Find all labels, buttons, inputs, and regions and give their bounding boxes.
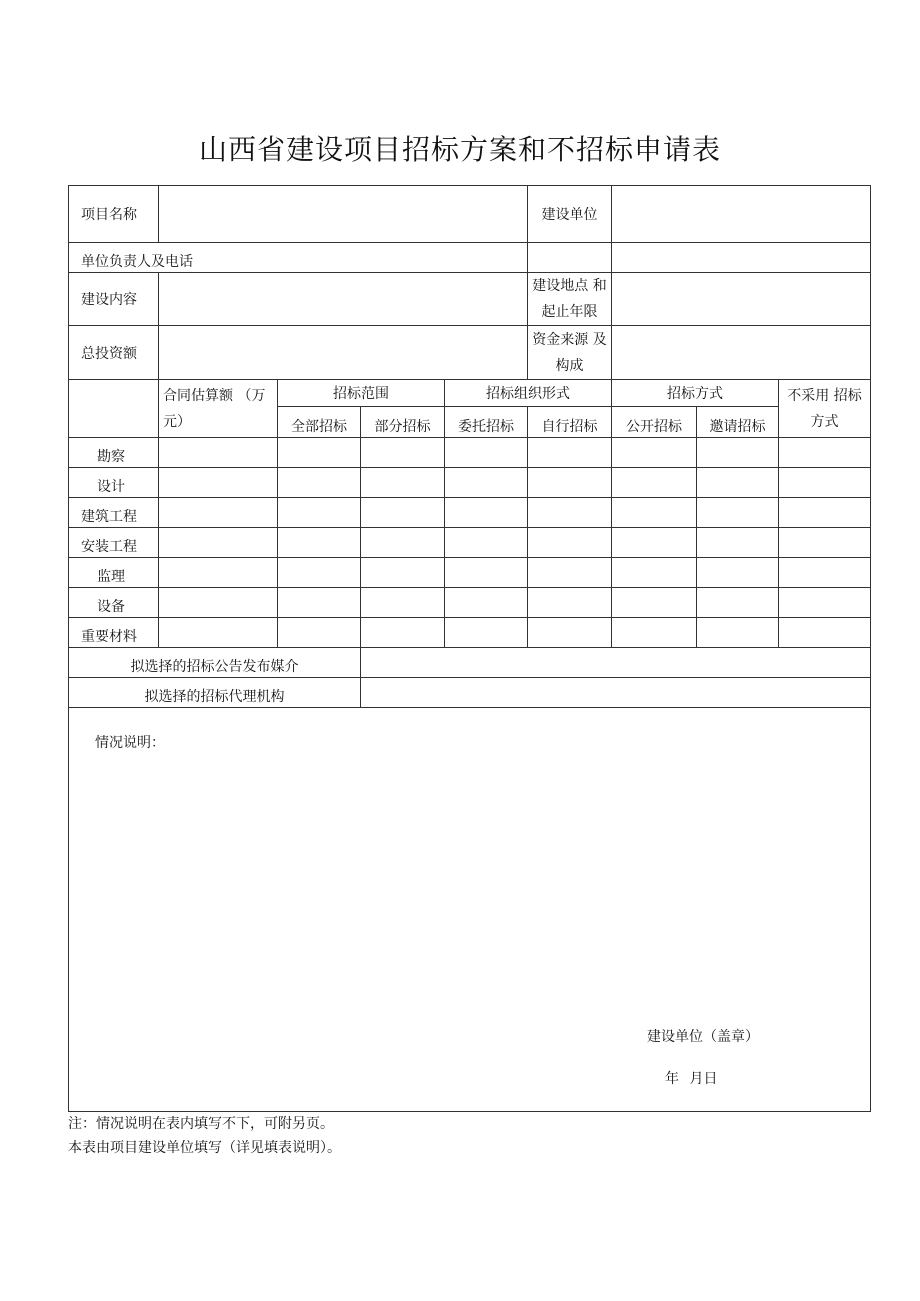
row-bid-header-1 <box>69 380 871 407</box>
header-partial-bid: 部分招标 <box>361 407 445 438</box>
row-total-investment <box>69 326 871 380</box>
table-cell[interactable] <box>361 588 445 618</box>
row-label-building: 建筑工程 <box>69 498 159 528</box>
table-cell[interactable] <box>612 498 697 528</box>
row-unit-head <box>69 243 871 273</box>
table-cell[interactable] <box>612 468 697 498</box>
table-cell[interactable] <box>159 558 278 588</box>
table-cell[interactable] <box>697 528 779 558</box>
table-cell[interactable] <box>278 528 361 558</box>
label-project-name: 项目名称 <box>69 186 159 243</box>
table-cell[interactable] <box>612 558 697 588</box>
header-contract-estimate: 合同估算额 （万元） <box>159 380 278 438</box>
table-cell[interactable] <box>445 468 528 498</box>
table-cell[interactable] <box>445 498 528 528</box>
row-label-materials: 重要材料 <box>69 618 159 648</box>
label-announcement-media: 拟选择的招标公告发布媒介 <box>69 648 361 678</box>
table-cell[interactable] <box>612 438 697 468</box>
table-cell[interactable] <box>361 498 445 528</box>
table-row <box>69 498 871 528</box>
table-cell[interactable] <box>278 588 361 618</box>
input-unit-head-extra[interactable] <box>612 243 871 273</box>
table-cell[interactable] <box>445 558 528 588</box>
table-row <box>69 588 871 618</box>
header-self-bid: 自行招标 <box>528 407 612 438</box>
row-project-name <box>69 186 871 243</box>
table-cell[interactable] <box>361 468 445 498</box>
table-cell[interactable] <box>779 558 871 588</box>
table-cell[interactable] <box>159 528 278 558</box>
table-cell[interactable] <box>445 528 528 558</box>
table-cell[interactable] <box>278 438 361 468</box>
input-builder-unit[interactable] <box>612 186 871 243</box>
table-cell[interactable] <box>697 558 779 588</box>
bid-header-blank <box>69 380 159 438</box>
input-construction-content[interactable] <box>159 273 528 326</box>
input-fund-source[interactable] <box>612 326 871 380</box>
row-label-survey: 勘察 <box>69 438 159 468</box>
table-cell[interactable] <box>278 618 361 648</box>
table-cell[interactable] <box>445 438 528 468</box>
label-construction-content: 建设内容 <box>69 273 159 326</box>
table-cell[interactable] <box>697 588 779 618</box>
table-cell[interactable] <box>612 528 697 558</box>
table-cell[interactable] <box>779 588 871 618</box>
table-cell[interactable] <box>159 498 278 528</box>
table-cell[interactable] <box>445 588 528 618</box>
table-cell[interactable] <box>278 498 361 528</box>
header-invited-bid: 邀请招标 <box>697 407 779 438</box>
table-cell[interactable] <box>779 498 871 528</box>
table-row <box>69 618 871 648</box>
row-construction-content <box>69 273 871 326</box>
label-bid-agency: 拟选择的招标代理机构 <box>69 678 361 708</box>
input-project-name[interactable] <box>159 186 528 243</box>
table-cell[interactable] <box>779 618 871 648</box>
signature-date: 年 月日 <box>665 1071 718 1087</box>
input-unit-head-phone[interactable] <box>528 243 612 273</box>
header-full-bid: 全部招标 <box>278 407 361 438</box>
table-cell[interactable] <box>159 468 278 498</box>
notes-label: 情况说明： <box>95 735 165 751</box>
table-cell[interactable] <box>697 468 779 498</box>
header-bid-method: 招标方式 <box>612 380 779 407</box>
table-cell[interactable] <box>278 558 361 588</box>
input-location-period[interactable] <box>612 273 871 326</box>
table-cell[interactable] <box>697 498 779 528</box>
label-fund-source: 资金来源 及构成 <box>528 326 612 380</box>
header-open-bid: 公开招标 <box>612 407 697 438</box>
row-media <box>69 648 871 678</box>
table-cell[interactable] <box>528 618 612 648</box>
header-no-bid: 不采用 招标方式 <box>779 380 871 438</box>
application-form-table <box>68 185 871 1112</box>
input-total-investment[interactable] <box>159 326 528 380</box>
table-cell[interactable] <box>528 528 612 558</box>
footnote-attach-pages: 注：情况说明在表内填写不下，可附另页。 <box>68 1116 334 1132</box>
table-cell[interactable] <box>361 558 445 588</box>
table-cell[interactable] <box>159 588 278 618</box>
row-label-installation: 安装工程 <box>69 528 159 558</box>
table-cell[interactable] <box>159 618 278 648</box>
table-cell[interactable] <box>278 468 361 498</box>
input-bid-agency[interactable] <box>361 678 871 708</box>
table-cell[interactable] <box>528 588 612 618</box>
label-builder-unit: 建设单位 <box>528 186 612 243</box>
table-cell[interactable] <box>361 438 445 468</box>
header-entrusted-bid: 委托招标 <box>445 407 528 438</box>
footnote-filled-by: 本表由项目建设单位填写（详见填表说明）。 <box>68 1140 341 1156</box>
table-cell[interactable] <box>528 558 612 588</box>
signature-unit-seal: 建设单位（盖章） <box>647 1029 759 1045</box>
label-unit-head-phone: 单位负责人及电话 <box>69 243 528 273</box>
row-label-equipment: 设备 <box>69 588 159 618</box>
table-cell[interactable] <box>779 528 871 558</box>
table-cell[interactable] <box>159 438 278 468</box>
table-row <box>69 558 871 588</box>
table-row <box>69 528 871 558</box>
table-cell[interactable] <box>361 528 445 558</box>
table-row <box>69 438 871 468</box>
header-bid-scope: 招标范围 <box>278 380 445 407</box>
table-row <box>69 468 871 498</box>
form-title: 山西省建设项目招标方案和不招标申请表 <box>198 133 721 166</box>
row-label-design: 设计 <box>69 468 159 498</box>
table-cell[interactable] <box>612 618 697 648</box>
row-label-supervision: 监理 <box>69 558 159 588</box>
table-cell[interactable] <box>528 438 612 468</box>
table-cell[interactable] <box>697 618 779 648</box>
table-cell[interactable] <box>445 618 528 648</box>
label-location-period: 建设地点 和起止年限 <box>528 273 612 326</box>
table-cell[interactable] <box>612 588 697 618</box>
table-cell[interactable] <box>528 498 612 528</box>
row-notes <box>69 708 871 1112</box>
table-cell[interactable] <box>779 468 871 498</box>
table-cell[interactable] <box>361 618 445 648</box>
table-cell[interactable] <box>697 438 779 468</box>
header-bid-org: 招标组织形式 <box>445 380 612 407</box>
table-cell[interactable] <box>528 468 612 498</box>
table-cell[interactable] <box>779 438 871 468</box>
label-total-investment: 总投资额 <box>69 326 159 380</box>
row-agency <box>69 678 871 708</box>
notes-box[interactable] <box>69 708 871 1112</box>
input-announcement-media[interactable] <box>361 648 871 678</box>
